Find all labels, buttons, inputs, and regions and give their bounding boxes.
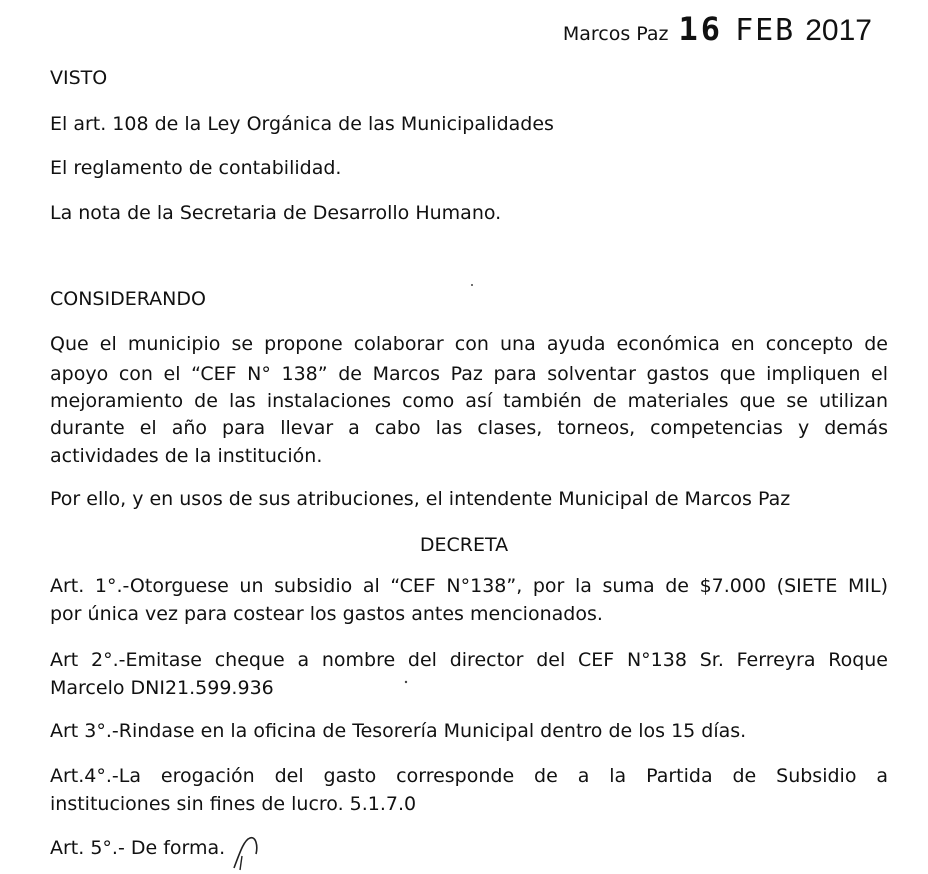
art4-line-2: instituciones sin fines de lucro. 5.1.7.0 [50,793,417,815]
considerando-heading: CONSIDERANDO [50,288,206,310]
considerando-line-3: mejoramiento de las instalaciones como así también de materiales que se utilizan [50,390,888,412]
art2-line-2: Marcelo DNI21.599.936 [50,677,274,699]
art1-line-2: por única vez para costear los gastos antes mencionados. [50,603,603,625]
visto-item-3: La nota de la Secretaria de Desarrollo Humano. [50,202,502,224]
considerando-line-4: durante el año para llevar a cabo las clases, torneos, competencias y demás [50,417,888,439]
dateline [563,10,872,48]
signature-mark [230,832,266,872]
scan-speck [404,680,408,684]
considerando-line-2: apoyo con el “CEF N° 138” de Marcos Paz para solventar gastos que impliquen el [50,363,888,385]
decreta-heading: DECRETA [419,534,509,556]
handwritten-year: 2017 [805,14,872,47]
visto-item-2: El reglamento de contabilidad. [50,157,342,179]
visto-heading: VISTO [50,67,108,89]
date-stamp-day: 16 [678,10,724,48]
art5-text: Art. 5°.- De forma. [50,837,226,859]
date-stamp-month: FEB [735,13,796,48]
art1-line-1: Art. 1°.-Otorguese un subsidio al “CEF N°138”, por la suma de $7.000 (SIETE MIL) [50,575,888,597]
scan-speck [470,283,474,287]
visto-item-1: El art. 108 de la Ley Orgánica de las Municipalidades [50,113,554,135]
art3-text: Art 3°.-Rindase en la oficina de Tesorería Municipal dentro de los 15 días. [50,720,747,742]
considerando-closing: Por ello, y en usos de sus atribuciones, el intendente Municipal de Marcos Paz [50,488,791,510]
considerando-line-1: Que el municipio se propone colaborar con una ayuda económica en concepto de [50,333,888,355]
considerando-line-5: actividades de la institución. [50,445,323,467]
art4-line-1: Art.4°.-La erogación del gasto corresponde de a la Partida de Subsidio a [50,765,888,787]
dateline-place: Marcos Paz [562,23,669,45]
art2-line-1: Art 2°.-Emitase cheque a nombre del director del CEF N°138 Sr. Ferreyra Roque [50,649,888,671]
